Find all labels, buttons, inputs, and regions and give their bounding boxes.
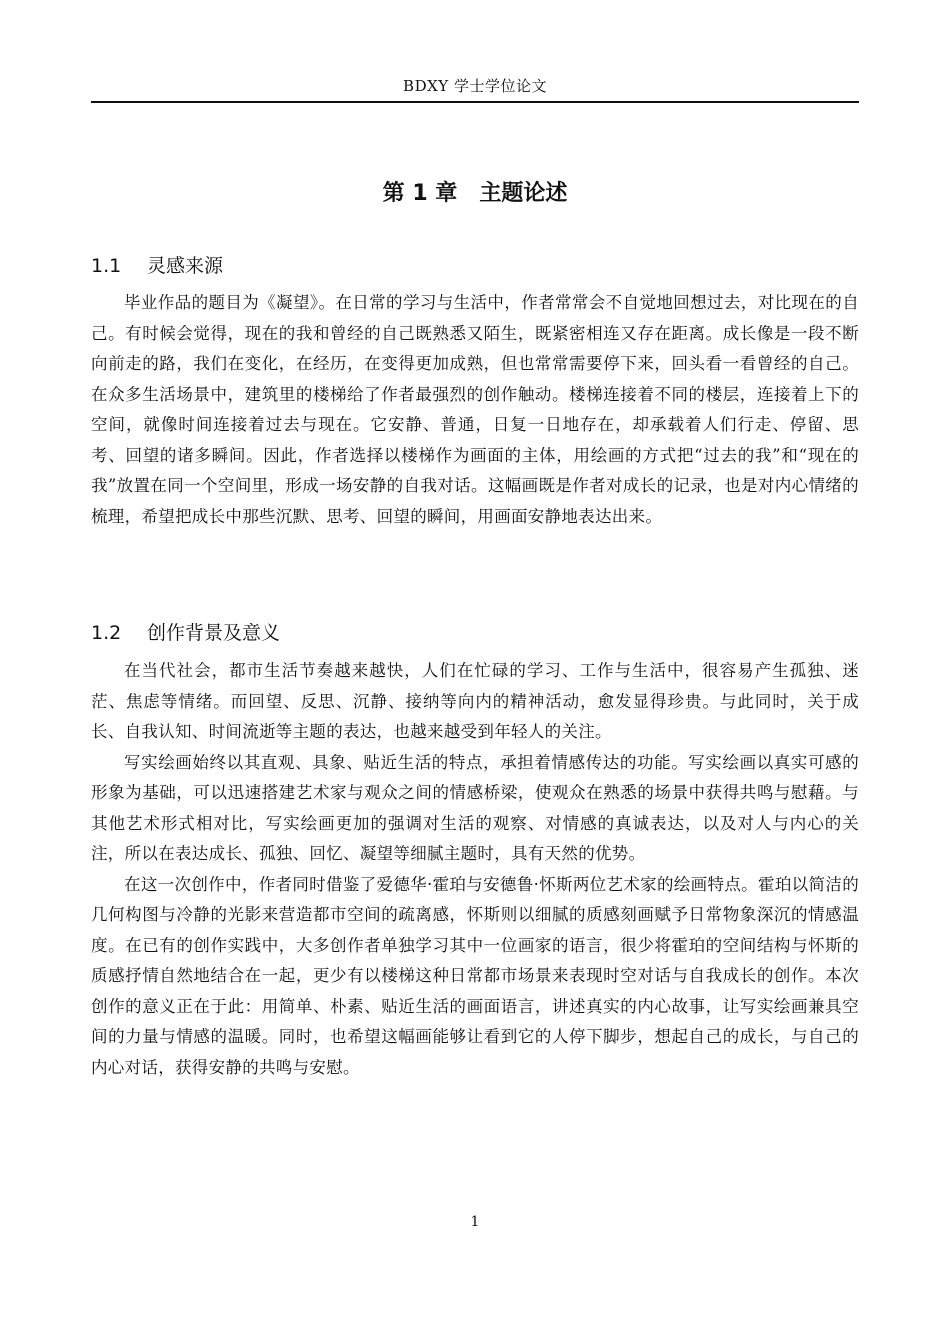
header-rule: [91, 101, 859, 103]
paragraph: 毕业作品的题目为《凝望》。在日常的学习与生活中，作者常常会不自觉地回想过去，对比现在的自己。有时候会觉得，现在的我和曾经的自己既熟悉又陌生，既紧密相连又存在距离。成长像是一段不断向前走的路，我们在变化，在经历，在变得更加成熟，但也常常需要停下来，回头看一看曾经的自己。在众多生活场景中，建筑里的楼梯给了作者最强烈的创作触动。楼梯连接着不同的楼层，连接着上下的空间，就像时间连接着过去与现在。它安静、普通，日复一日地存在，却承载着人们行走、停留、思考、回望的诸多瞬间。因此，作者选择以楼梯作为画面的主体，用绘画的方式把“过去的我”和“现在的我”放置在同一个空间里，形成一场安静的自我对话。这幅画既是作者对成长的记录，也是对内心情绪的梳理，希望把成长中那些沉默、思考、回望的瞬间，用画面安静地表达出来。: [91, 293, 859, 526]
paragraph: 在这一次创作中，作者同时借鉴了爱德华·霍珀与安德鲁·怀斯两位艺术家的绘画特点。霍珀以简洁的几何构图与冷静的光影来营造都市空间的疏离感，怀斯则以细腻的质感刻画赋予日常物象深沉的情感温度。在已有的创作实践中，大多创作者单独学习其中一位画家的语言，很少将霍珀的空间结构与怀斯的质感抒情自然地结合在一起，更少有以楼梯这种日常都市场景来表现时空对话与自我成长的创作。本次创作的意义正在于此：用简单、朴素、贴近生活的画面语言，讲述真实的内心故事，让写实绘画兼具空间的力量与情感的温暖。同时，也希望这幅画能够让看到它的人停下脚步，想起自己的成长，与自己的内心对话，获得安静的共鸣与安慰。: [91, 874, 859, 1077]
running-header: BDXY 学士学位论文: [403, 77, 547, 95]
section-number: 1.1: [91, 255, 122, 277]
chapter-name: 主题论述: [479, 181, 568, 206]
section-body-1-2: [91, 656, 859, 1083]
paragraph: 在当代社会，都市生活节奏越来越快，人们在忙碌的学习、工作与生活中，很容易产生孤独、迷茫、焦虑等情绪。而回望、反思、沉静、接纳等向内的精神活动，愈发显得珍贵。与此同时，关于成长、自我认知、时间流逝等主题的表达，也越来越受到年轻人的关注。: [91, 661, 859, 741]
page-number: 1: [470, 1214, 480, 1230]
paragraph: 写实绘画始终以其直观、具象、贴近生活的特点，承担着情感传达的功能。写实绘画以真实可感的形象为基础，可以迅速搭建艺术家与观众之间的情感桥梁，使观众在熟悉的场景中获得共鸣与慰藉。与其他艺术形式相对比，写实绘画更加的强调对生活的观察、对情感的真诚表达，以及对人与内心的关注，所以在表达成长、孤独、回忆、凝望等细腻主题时，具有天然的优势。: [91, 752, 859, 863]
section-heading-1-2: [91, 619, 859, 647]
chapter-number: 第 1 章: [382, 181, 458, 206]
section-title: 创作背景及意义: [147, 622, 281, 644]
section-title: 灵感来源: [147, 255, 224, 277]
section-number: 1.2: [91, 622, 122, 644]
chapter-title: [91, 178, 859, 210]
section-body-1-1: [91, 288, 859, 532]
section-heading-1-1: [91, 252, 859, 280]
